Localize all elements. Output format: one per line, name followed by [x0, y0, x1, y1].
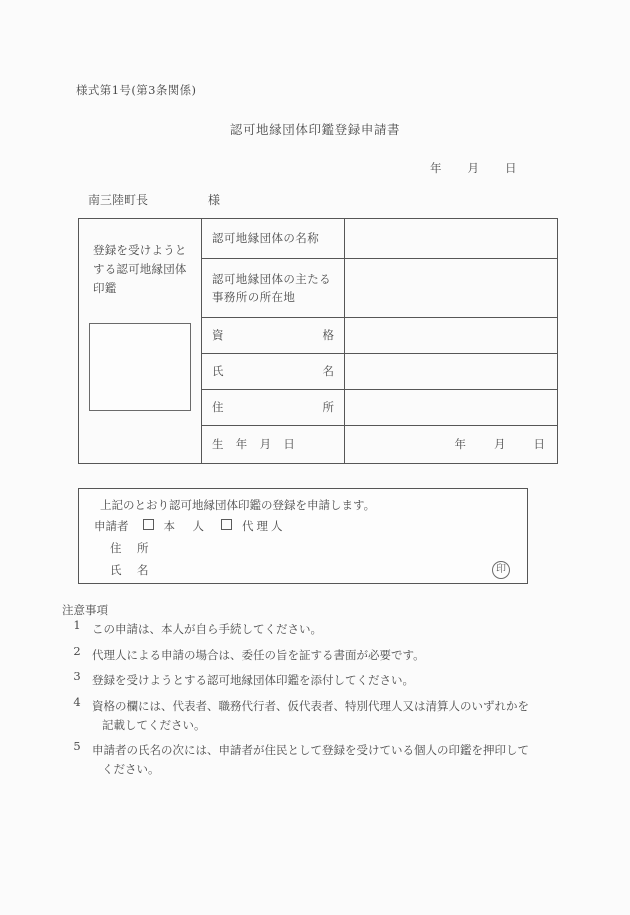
row-value-office-address[interactable]	[345, 259, 558, 318]
note-number: 1	[73, 618, 81, 632]
date-day-label: 日	[505, 161, 517, 175]
notes-list	[62, 620, 602, 785]
birth-month-label: 月	[494, 437, 506, 452]
note-text: 登録を受けようとする認可地縁団体印鑑を添付してください。	[92, 673, 414, 688]
date-month-label: 月	[467, 161, 479, 175]
note-text-continued: 記載してください。	[102, 717, 206, 732]
list-item	[62, 694, 602, 734]
checkbox-self[interactable]	[143, 519, 154, 530]
note-text-main: 資格の欄には、代表者、職務代行者、仮代表者、特別代理人又は清算人のいずれかを	[92, 698, 529, 713]
seal-impression-box[interactable]	[89, 323, 191, 411]
row-value-organization-name[interactable]	[345, 219, 558, 259]
declaration-address-row	[110, 540, 151, 556]
note-number: 5	[73, 739, 81, 754]
addressee-honorific: 様	[208, 193, 221, 207]
declaration-name-label: 氏 名	[110, 563, 151, 577]
list-item	[62, 741, 602, 778]
declaration-statement: 上記のとおり認可地縁団体印鑑の登録を申請します。	[100, 498, 376, 512]
birth-year-label: 年	[454, 437, 466, 452]
note-text: この申請は、本人が自ら手続してください。	[92, 622, 322, 636]
addressee-name: 南三陸町長	[88, 193, 149, 207]
row-label-qualification: 資 格	[202, 317, 345, 353]
declaration-name-row	[110, 562, 151, 578]
date-year-label: 年	[430, 161, 442, 175]
page-title: 認可地縁団体印鑑登録申請書	[229, 122, 401, 137]
note-text	[92, 697, 602, 734]
row-label-office-address: 認可地縁団体の主たる事務所の所在地	[202, 259, 345, 318]
row-label-organization-name: 認可地縁団体の名称	[202, 219, 345, 259]
note-text-main: 申請者の氏名の次には、申請者が住民として登録を受けている個人の印鑑を押印して	[92, 743, 529, 758]
list-item	[62, 643, 602, 665]
row-value-full-name[interactable]	[345, 353, 558, 389]
declaration-address-label: 住 所	[110, 541, 151, 555]
row-value-birthdate[interactable]	[345, 425, 558, 463]
row-label-residence: 住 所	[202, 389, 345, 425]
addressee	[88, 191, 220, 208]
note-text	[92, 741, 602, 778]
row-value-qualification[interactable]	[345, 317, 558, 353]
note-text-continued: ください。	[102, 761, 160, 776]
applicant-label: 申請者	[94, 519, 129, 533]
list-item	[62, 671, 602, 690]
row-value-residence[interactable]	[345, 389, 558, 425]
stamp-column-cell	[79, 219, 202, 464]
list-item	[62, 620, 602, 639]
row-label-full-name: 氏 名	[202, 353, 345, 389]
birth-day-label: 日	[533, 437, 545, 452]
seal-stamp-icon: 印	[492, 561, 510, 579]
notes-heading: 注意事項	[62, 603, 108, 617]
note-number: 2	[73, 643, 81, 658]
note-number: 3	[73, 669, 81, 684]
note-text: 代理人による申請の場合は、委任の旨を証する書面が必要です。	[92, 647, 425, 662]
applicant-type-row	[94, 518, 286, 534]
checkbox-self-label: 本 人	[163, 519, 207, 533]
table-row	[79, 219, 558, 259]
row-label-birthdate: 生 年 月 日	[202, 425, 345, 463]
form-number: 様式第1号(第3条関係)	[76, 83, 197, 97]
stamp-column-caption: 登録を受けようとする認可地縁団体印鑑	[93, 243, 187, 295]
checkbox-agent-label: 代理人	[242, 519, 286, 533]
applicant-details-table	[78, 218, 558, 464]
note-number: 4	[73, 694, 81, 709]
date-line	[430, 160, 517, 176]
checkbox-agent[interactable]	[221, 519, 232, 530]
